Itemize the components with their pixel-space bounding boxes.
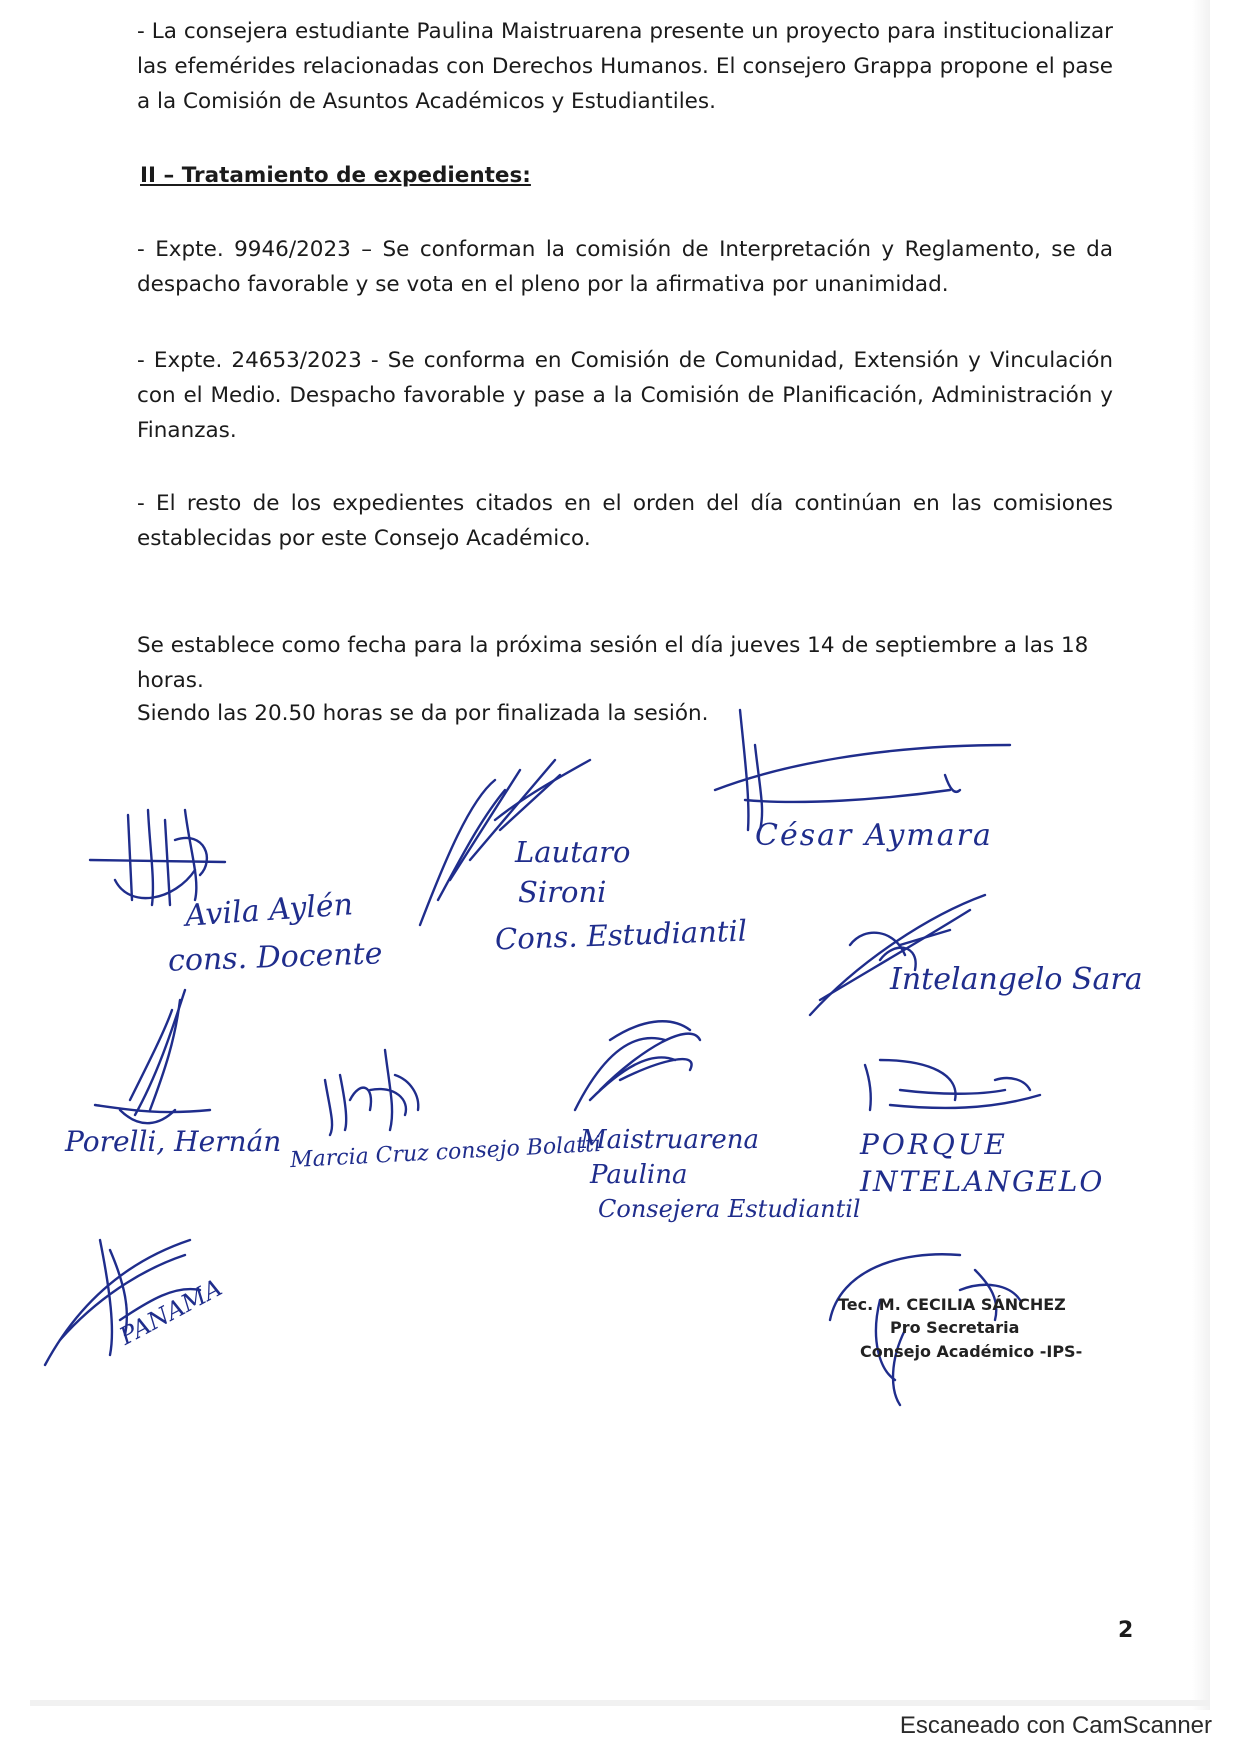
bottom-left-name: PANAMA (114, 1273, 227, 1351)
paragraph-expediente-2: - Expte. 24653/2023 - Se conforma en Comisión de Comunidad, Extensión y Vinculación con el Medio. Despacho favorable y pase a la Comisión de Planificación, Administración y Finanzas. (137, 348, 1113, 443)
avila-signature-stroke (90, 810, 225, 905)
paragraph-closing: Siendo las 20.50 horas se da por finalizada la sesión. (137, 701, 709, 726)
cesar-name: César Aymara (755, 818, 993, 853)
porque-signature-stroke (865, 1060, 1040, 1110)
maistruarena-signature-stroke (575, 1021, 700, 1110)
porelli-name: Porelli, Hernán (65, 1125, 282, 1158)
maistruarena-last-name: Maistruarena (580, 1125, 759, 1155)
stamp-role: Pro Secretaria (890, 1318, 1020, 1337)
porque-line-2: INTELANGELO (860, 1165, 1105, 1198)
sironi-first-name: Lautaro (515, 835, 631, 869)
sironi-role: Cons. Estudiantil (494, 913, 748, 957)
intelangelo-signature-stroke (810, 895, 985, 1015)
maistruarena-first-name: Paulina (590, 1160, 688, 1190)
page-bottom-edge (30, 1700, 1210, 1706)
page-number: 2 (1118, 1618, 1134, 1643)
avila-role: cons. Docente (167, 936, 383, 979)
scanner-credit: Escaneado con CamScanner (899, 1712, 1212, 1739)
maistruarena-role: Consejera Estudiantil (598, 1195, 861, 1223)
section-heading: II – Tratamiento de expedientes: (140, 163, 531, 188)
stamp-institution: Consejo Académico -IPS- (860, 1342, 1083, 1361)
marcia-signature-stroke (325, 1050, 418, 1135)
porque-line-1: PORQUE (860, 1128, 1008, 1161)
paragraph-expediente-1: - Expte. 9946/2023 – Se conforman la comisión de Interpretación y Reglamento, se da despacho favorable y se vota en el pleno por la afirmativa por unanimidad. (137, 237, 1113, 297)
paragraph-expediente-rest: - El resto de los expedientes citados en el orden del día continúan en las comisiones establecidas por este Consejo Académico. (137, 491, 1113, 551)
page-edge-shadow (1192, 0, 1210, 1710)
porelli-signature-stroke (95, 990, 210, 1123)
sironi-last-name: Sironi (518, 875, 607, 909)
paragraph-next-session: Se establece como fecha para la próxima sesión el día jueves 14 de septiembre a las 18 horas. (137, 633, 1089, 693)
avila-name: Avila Aylén (183, 887, 355, 934)
intelangelo-name: Intelangelo Sara (890, 962, 1143, 997)
marcia-name: Marcia Cruz consejo Bolatti (289, 1131, 602, 1174)
paragraph-intro: - La consejera estudiante Paulina Maistruarena presente un proyecto para institucionalizar las efemérides relacionadas con Derechos Humanos. El consejero Grappa propone el pase a la Comisión de Asuntos Académicos y Estudiantiles. (137, 19, 1113, 114)
stamp-name: Tec. M. CECILIA SÁNCHEZ (838, 1295, 1066, 1314)
